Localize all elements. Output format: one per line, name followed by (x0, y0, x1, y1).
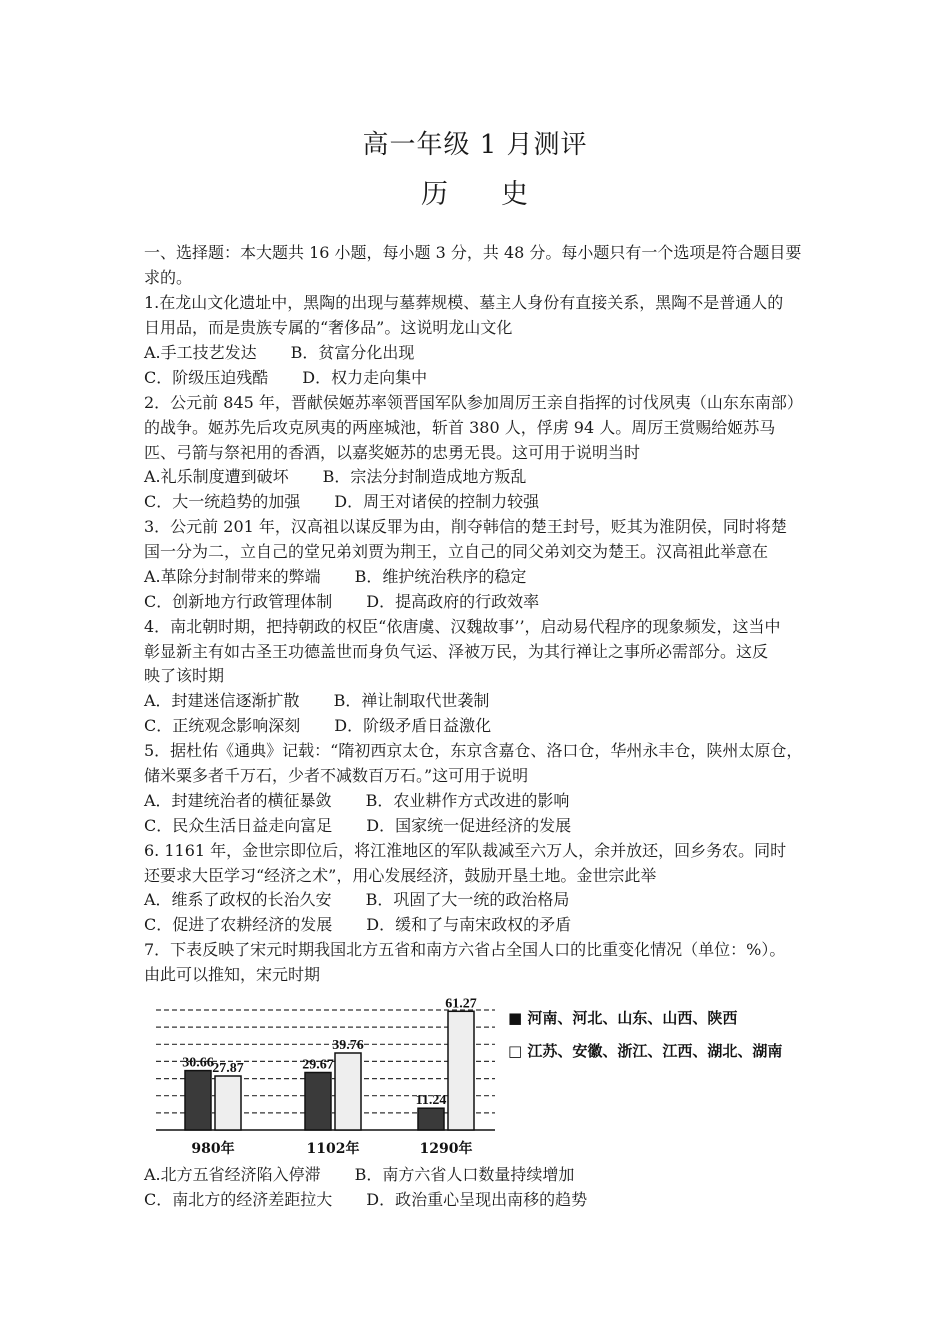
q4-stem: 映了该时期 (144, 666, 225, 685)
q1-options-row (144, 368, 427, 388)
bar-north (305, 1073, 331, 1131)
q1-option-c[interactable]: C．阶级压迫残酷 (144, 368, 269, 387)
q5-option-b[interactable]: B．农业耕作方式改进的影响 (365, 791, 570, 810)
q6-option-d[interactable]: D．缓和了与南宋政权的矛盾 (366, 915, 572, 934)
q1-option-a[interactable]: A.手工技艺发达 (144, 343, 257, 362)
q4-stem: 彰显新主有如古圣王功德盖世而身负气运、泽被万民，为其行禅让之事所必需部分。这反 (144, 642, 769, 661)
q4-options-row (144, 716, 491, 736)
q7-option-b[interactable]: B．南方六省人口数量持续增加 (354, 1165, 575, 1184)
q4-option-d[interactable]: D．阶级矛盾日益激化 (334, 716, 492, 735)
q4-options-row (144, 691, 489, 711)
q5-stem: 5．据杜佑《通典》记载：“隋初西京太仓，东京含嘉仓、洛口仓，华州永丰仓，陕州太原仓， (144, 741, 803, 760)
bar-south (215, 1076, 241, 1130)
page-title: 高一年级 1 月测评 (362, 130, 588, 160)
q3-stem: 3．公元前 201 年，汉高祖以谋反罪为由，削夺韩信的楚王封号，贬其为淮阴侯，同时将楚 (144, 517, 787, 536)
bar-north (185, 1071, 211, 1130)
subject-char-2: 史 (501, 179, 529, 210)
data-label: 61.27 (445, 996, 477, 1012)
q7-stem: 由此可以推知，宋元时期 (144, 965, 321, 984)
q7-stem: 7．下表反映了宋元时期我国北方五省和南方六省占全国人口的比重变化情况（单位：%）。 (144, 940, 786, 959)
legend-entry: ■ 河南、河北、山东、山西、陕西 (508, 1009, 738, 1027)
q2-option-b[interactable]: B．宗法分封制造成地方叛乱 (322, 467, 527, 486)
data-label: 39.76 (332, 1038, 364, 1053)
data-label: 29.67 (302, 1057, 334, 1073)
q6-stem: 6. 1161 年，金世宗即位后，将江淮地区的军队裁减至六万人，余并放还，回乡务农。同时 (144, 841, 787, 860)
q2-option-d[interactable]: D．周王对诸侯的控制力较强 (334, 492, 540, 511)
q5-stem: 储米粟多者千万石，少者不减数百万石。”这可用于说明 (144, 766, 529, 785)
q3-options-row (144, 567, 526, 587)
population-chart (150, 984, 810, 1160)
q1-option-b[interactable]: B．贫富分化出现 (290, 343, 415, 362)
bar-south (335, 1053, 361, 1130)
q2-stem: 2．公元前 845 年，晋献侯姬苏率领晋国军队参加周厉王亲自指挥的讨伐夙夷（山东东南部） (144, 393, 803, 412)
q1-stem: 日用品，而是贵族专属的“奢侈品”。这说明龙山文化 (144, 318, 513, 337)
q2-option-a[interactable]: A.礼乐制度遭到破坏 (144, 467, 289, 486)
q2-options-row (144, 467, 526, 487)
q1-options-row (144, 343, 414, 363)
subject-title (0, 172, 950, 211)
q3-stem: 国一分为二，立自己的堂兄弟刘贾为荆王，立自己的同父弟刘交为楚王。汉高祖此举意在 (144, 542, 769, 561)
q5-option-a[interactable]: A．封建统治者的横征暴敛 (144, 791, 332, 810)
q4-stem: 4．南北朝时期，把持朝政的权臣“依唐虞、汉魏故事’’，启动易代程序的现象频发，这当中 (144, 617, 781, 636)
section-heading: 一、选择题：本大题共 16 小题，每小题 3 分，共 48 分。每小题只有一个选项是符合题目要 (144, 243, 802, 262)
bar-south (448, 1011, 474, 1130)
q6-stem: 还要求大臣学习“经济之术”，用心发展经济，鼓励开垦土地。金世宗此举 (144, 866, 657, 885)
x-tick-label: 1102年 (306, 1141, 360, 1157)
q1-option-d[interactable]: D．权力走向集中 (302, 368, 428, 387)
q2-stem: 匹、弓箭与祭祀用的香酒，以嘉奖姬苏的忠勇无畏。这可用于说明当时 (144, 443, 641, 462)
q3-options-row (144, 592, 539, 612)
q7-option-a[interactable]: A.北方五省经济陷入停滞 (144, 1165, 321, 1184)
q3-option-d[interactable]: D．提高政府的行政效率 (366, 592, 540, 611)
q7-options-row (144, 1190, 587, 1210)
q6-options-row (144, 890, 569, 910)
q6-option-a[interactable]: A．维系了政权的长治久安 (144, 890, 332, 909)
q3-option-b[interactable]: B．维护统治秩序的稳定 (354, 567, 527, 586)
q4-option-a[interactable]: A．封建迷信逐渐扩散 (144, 691, 300, 710)
q2-stem: 的战争。姬苏先后攻克夙夷的两座城池，斩首 380 人，俘虏 94 人。周厉王赏赐给姬苏马 (144, 418, 776, 437)
q3-option-a[interactable]: A.革除分封制带来的弊端 (144, 567, 321, 586)
q5-options-row (144, 816, 571, 836)
q1-stem: 1.在龙山文化遗址中，黑陶的出现与墓葬规模、墓主人身份有直接关系，黑陶不是普通人的 (144, 293, 784, 312)
subject-char-1: 历 (421, 179, 449, 210)
legend-entry: □ 江苏、安徽、浙江、江西、湖北、湖南 (508, 1042, 783, 1060)
q4-option-b[interactable]: B．禅让制取代世袭制 (333, 691, 490, 710)
q6-options-row (144, 915, 571, 935)
q5-options-row (144, 791, 569, 811)
data-label: 30.66 (182, 1055, 214, 1071)
x-tick-label: 980年 (191, 1141, 235, 1157)
q5-option-d[interactable]: D．国家统一促进经济的发展 (366, 816, 572, 835)
q2-option-c[interactable]: C．大一统趋势的加强 (144, 492, 301, 511)
population-bar-chart (150, 984, 810, 1160)
q3-option-c[interactable]: C．创新地方行政管理体制 (144, 592, 333, 611)
q7-option-d[interactable]: D．政治重心呈现出南移的趋势 (366, 1190, 588, 1209)
bar-north (418, 1108, 444, 1130)
q5-option-c[interactable]: C．民众生活日益走向富足 (144, 816, 333, 835)
q2-options-row (144, 492, 539, 512)
q7-options-row (144, 1165, 574, 1185)
q6-option-b[interactable]: B．巩固了大一统的政治格局 (365, 890, 570, 909)
data-label: 11.24 (415, 1093, 447, 1109)
q4-option-c[interactable]: C．正统观念影响深刻 (144, 716, 301, 735)
x-tick-label: 1290年 (419, 1141, 473, 1157)
q6-option-c[interactable]: C．促进了农耕经济的发展 (144, 915, 333, 934)
section-heading-cont: 求的。 (144, 268, 193, 287)
q7-option-c[interactable]: C．南北方的经济差距拉大 (144, 1190, 333, 1209)
data-label: 27.87 (212, 1061, 244, 1076)
